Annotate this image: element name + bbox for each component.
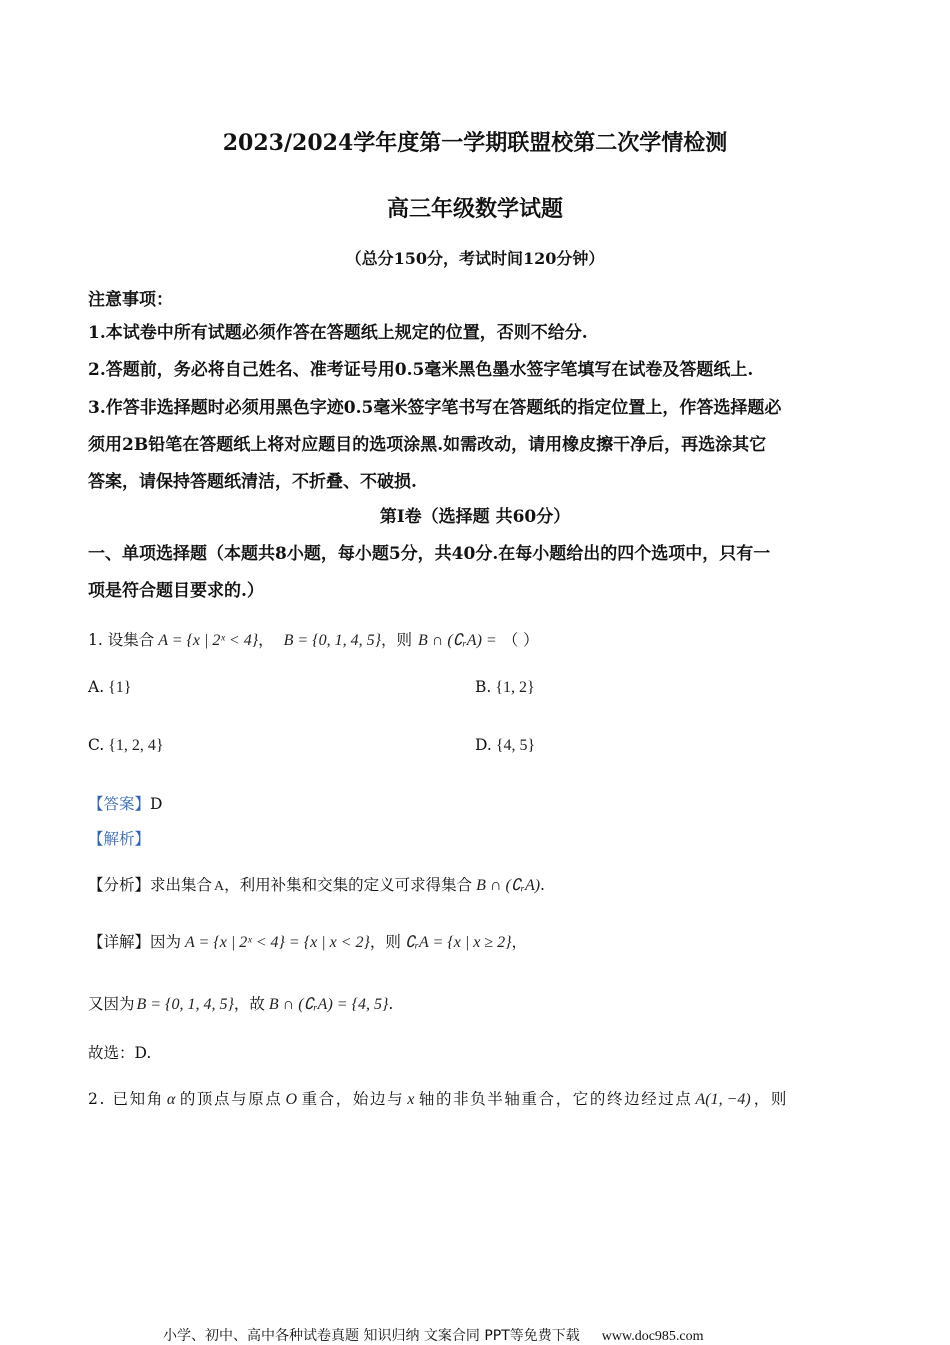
question-2-stem: [88, 1087, 788, 1109]
answer-tag: 【答案】: [88, 795, 151, 813]
xiangjie-tag: 【详解】: [88, 933, 151, 951]
q1-sep2: ，则: [381, 631, 413, 649]
q1-option-a: [88, 678, 131, 697]
exam-subtitle: （总分150分，考试时间120分钟）: [345, 249, 605, 268]
xiangjie-end: ，: [511, 933, 528, 951]
q2-point: A(1, −4): [695, 1091, 751, 1108]
fenxi-line: [88, 873, 545, 895]
exam-title-line1: 2023/2024学年度第一学期联盟校第二次学情检测: [222, 130, 728, 156]
notice-item-3-line1: 3.作答非选择题时必须用黑色字迹0.5毫米签字笔书写在答题纸的指定位置上，作答选择题必: [88, 398, 782, 418]
xiangjie-text-1: 因为: [150, 933, 182, 951]
xiangjie-text-2: ，则: [369, 933, 401, 951]
line2-expression-1: B = {0, 1, 4, 5}: [136, 996, 234, 1013]
xiangjie-line-2: [88, 992, 393, 1014]
q2-text-1: 2. 已知角: [88, 1090, 164, 1108]
analysis-tag: 【解析】: [88, 830, 151, 848]
footer-text: 小学、初中、高中各种试卷真题 知识归纳 文案合同 PPT等免费下载: [163, 1328, 580, 1344]
notice-heading: 注意事项：: [88, 290, 173, 310]
q2-text-4: 轴的非负半轴重合，它的终边经过点: [418, 1090, 693, 1108]
q1-sep1: ，: [258, 631, 274, 649]
line2-text-1: 又因为: [88, 995, 135, 1013]
q2-text-2: 的顶点与原点: [179, 1090, 283, 1108]
q1-option-d: [475, 736, 535, 755]
q1-set-b: B = {0, 1, 4, 5}: [283, 632, 381, 649]
q1-prefix: 1. 设集合: [88, 631, 155, 649]
fenxi-tag: 【分析】: [88, 876, 151, 894]
conclusion: 故选：D.: [88, 1044, 152, 1062]
answer-value: D: [150, 795, 163, 813]
fenxi-set-a: A: [214, 879, 225, 894]
volume-title: 第Ⅰ卷（选择题 共60分）: [379, 507, 571, 527]
fenxi-end: .: [540, 876, 545, 894]
q2-text-5: ，则: [753, 1090, 788, 1108]
fenxi-text-1: 求出集合: [150, 876, 213, 894]
xiangjie-expression-1: A = {x | 2ˣ < 4} = {x | x < 2}: [185, 934, 370, 951]
q1-option-b-label: B.: [475, 678, 492, 696]
notice-item-3-line2: 须用2B铅笔在答题纸上将对应题目的选项涂黑.如需改动，请用橡皮擦干净后，再选涂其它: [88, 435, 767, 455]
q1-option-c: [88, 736, 164, 755]
q2-x: x: [407, 1091, 416, 1108]
q1-option-c-value: {1, 2, 4}: [108, 737, 164, 754]
line2-end: .: [388, 995, 394, 1013]
part-heading-line2: 项是符合题目要求的.）: [88, 581, 264, 601]
xiangjie-line: [88, 930, 527, 952]
q1-option-c-label: C.: [88, 736, 105, 754]
q1-blank: （ ）: [502, 631, 539, 649]
notice-item-3-line3: 答案，请保持答题纸清洁，不折叠、不破损.: [88, 472, 417, 492]
xiangjie-expression-2: ∁ᵣA = {x | x ≥ 2}: [404, 934, 512, 951]
q1-option-b: [475, 678, 535, 697]
q1-set-a: A = {x | 2ˣ < 4}: [158, 632, 259, 649]
line2-expression-2: B ∩ (∁ᵣA) = {4, 5}: [268, 996, 389, 1013]
q1-option-d-value: {4, 5}: [495, 737, 536, 754]
part-heading-line1: 一、单项选择题（本题共8小题，每小题5分，共40分.在每小题给出的四个选项中，只有一: [88, 544, 771, 564]
q1-option-d-label: D.: [475, 736, 492, 754]
notice-item-1: 1.本试卷中所有试题必须作答在答题纸上规定的位置，否则不给分.: [88, 323, 588, 343]
footer-site: www.doc985.com: [601, 1329, 704, 1344]
fenxi-text-2: ，利用补集和交集的定义可求得集合: [224, 876, 473, 894]
q2-text-3: 重合，始边与: [301, 1090, 405, 1108]
answer-line: [88, 792, 162, 814]
fenxi-expression: B ∩ (∁ᵣA): [476, 877, 541, 894]
q1-option-a-label: A.: [88, 678, 105, 696]
notice-item-2: 2.答题前，务必将自己姓名、准考证号用0.5毫米黑色墨水签字笔填写在试卷及答题纸上.: [88, 360, 754, 380]
exam-title-line2: 高三年级数学试题: [386, 196, 563, 222]
q1-option-b-value: {1, 2}: [495, 679, 535, 696]
q2-alpha: α: [166, 1091, 177, 1108]
question-1-stem: [88, 628, 539, 650]
q2-origin: O: [285, 1091, 299, 1108]
q1-expression: B ∩ (∁ᵣA) =: [418, 632, 497, 649]
line2-text-2: ，故: [233, 995, 265, 1013]
q1-option-a-value: {1}: [108, 679, 132, 696]
footer: [163, 1325, 704, 1345]
